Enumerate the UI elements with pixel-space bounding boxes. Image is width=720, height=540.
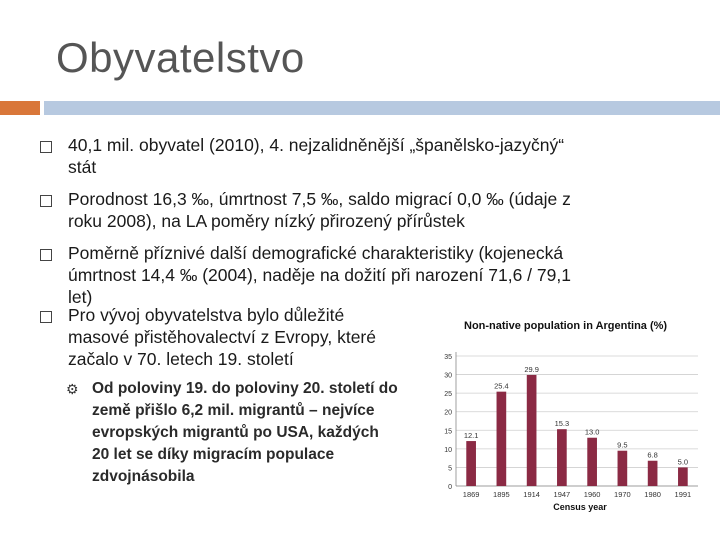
y-tick-label: 25: [444, 391, 452, 399]
sub-list-item-line: zdvojnásobila: [92, 468, 195, 485]
x-tick-label: 1914: [523, 490, 540, 499]
x-tick-label: 1869: [462, 490, 480, 499]
bullet-square-icon: [40, 249, 52, 261]
sub-list-item-line: evropských migrantů po USA, každých: [92, 424, 379, 441]
bar-value-label: 6.8: [647, 450, 658, 460]
chart-bar: [587, 438, 597, 486]
chart-bar: [618, 451, 628, 486]
y-tick-label: 0: [448, 484, 452, 491]
page-title: Obyvatelstvo: [56, 34, 305, 81]
accent-bar-orange: [0, 101, 40, 115]
list-item-line: úmrtnost 14,4 ‰ (2004), naděje na dožití při narození 71,6 / 79,1: [68, 265, 571, 285]
y-tick-label: 20: [444, 409, 452, 417]
chart-title: Non-native population in Argentina (%): [464, 320, 668, 332]
chart-bar: [497, 392, 507, 486]
list-item-line: stát: [68, 157, 97, 177]
sub-bullet-icon: ⚙: [66, 381, 79, 397]
accent-bar-blue: [44, 101, 720, 115]
bar-value-label: 5.0: [677, 457, 689, 467]
chart-container: [432, 310, 720, 520]
y-tick-label: 35: [444, 354, 452, 361]
sub-list-item-line: Od poloviny 19. do poloviny 20. století do: [92, 380, 398, 397]
list-item: [68, 304, 376, 370]
list-item-line: masové přistěhovalectví z Evropy, které: [68, 327, 376, 347]
bar-value-label: 29.9: [524, 364, 539, 374]
sub-list-item-line: země přišlo 6,2 mil. migrantů – nejvíce: [92, 402, 375, 419]
y-tick-label: 10: [444, 446, 452, 454]
y-tick-label: 30: [444, 372, 452, 380]
x-tick-label: 1991: [674, 490, 692, 499]
bullet-square-icon: [40, 141, 52, 153]
chart-bar: [648, 461, 658, 486]
chart-xlabel: Census year: [553, 502, 607, 512]
bar-value-label: 25.4: [494, 381, 509, 391]
bullet-square-icon: [40, 195, 52, 207]
bar-value-label: 15.3: [554, 419, 570, 429]
y-tick-label: 5: [448, 465, 452, 473]
sub-list-item-line: 20 let se díky migracím populace: [92, 446, 335, 463]
bar-chart: [432, 310, 720, 520]
y-tick-label: 15: [444, 428, 452, 436]
list-item: [68, 188, 571, 232]
x-tick-label: 1970: [614, 490, 631, 499]
bullet-square-icon: [40, 311, 52, 323]
list-item-line: 40,1 mil. obyvatel (2010), 4. nejzalidněnější „španělsko-jazyčný“: [68, 135, 565, 155]
sub-list-item: [92, 378, 432, 488]
x-tick-label: 1960: [583, 490, 601, 499]
chart-bar: [678, 467, 688, 486]
list-item-line: Porodnost 16,3 ‰, úmrtnost 7,5 ‰, saldo migrací 0,0 ‰ (údaje z: [68, 189, 571, 209]
bar-value-label: 9.5: [617, 440, 628, 450]
x-tick-label: 1980: [644, 490, 661, 499]
list-item: [68, 242, 571, 308]
chart-bar: [557, 429, 567, 486]
list-item-line: začalo v 70. letech 19. století: [68, 349, 294, 369]
chart-bar: [466, 441, 476, 486]
x-tick-label: 1895: [493, 490, 510, 499]
list-item: [68, 134, 564, 178]
list-item-line: let): [68, 287, 93, 307]
list-item-line: Poměrně příznivé další demografické charakteristiky (kojenecká: [68, 243, 564, 263]
bar-value-label: 12.1: [463, 431, 479, 441]
chart-bar: [527, 375, 537, 486]
x-tick-label: 1947: [553, 490, 571, 499]
list-item-line: Pro vývoj obyvatelstva bylo důležité: [68, 305, 345, 325]
bar-value-label: 13.0: [584, 427, 600, 437]
list-item-line: roku 2008), na LA poměry nízký přirozený přírůstek: [68, 211, 465, 231]
